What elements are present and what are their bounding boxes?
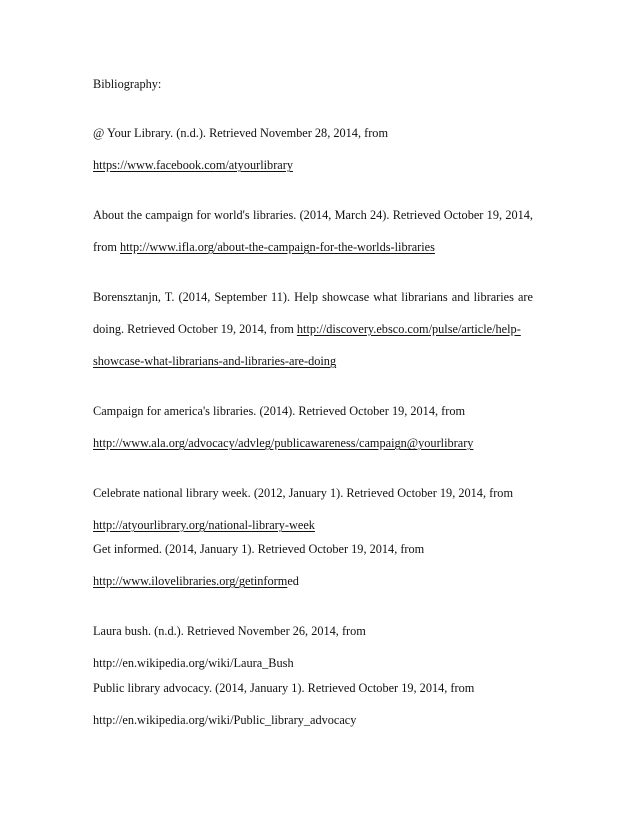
entry-at-your-library-line-1: @ Your Library. (n.d.). Retrieved November 28, 2014, from xyxy=(93,126,389,140)
entry-laura-bush-line-1: Laura bush. (n.d.). Retrieved November 26, 2014, from xyxy=(93,624,366,638)
reference-link[interactable]: http://www.ala.org/advocacy/advleg/publicawareness/campaign@yourlibrary xyxy=(93,436,474,450)
entry-get-informed-line-2 xyxy=(93,574,299,589)
reference-link[interactable]: http://atyourlibrary.org/national-library-week xyxy=(93,518,315,532)
entry-campaign-world-libraries-line-1: About the campaign for world's libraries. (2014, March 24). Retrieved October 19, 2014, xyxy=(93,208,533,222)
bibliography-heading: Bibliography: xyxy=(93,77,162,91)
entry-public-library-advocacy-line-1: Public library advocacy. (2014, January 1). Retrieved October 19, 2014, from xyxy=(93,681,475,695)
reference-text: from xyxy=(93,240,120,254)
entry-celebrate-library-week-line-1: Celebrate national library week. (2012, January 1). Retrieved October 19, 2014, from xyxy=(93,486,514,500)
reference-text: ed xyxy=(287,574,299,588)
reference-link[interactable]: http://www.ifla.org/about-the-campaign-for-the-worlds-libraries xyxy=(119,240,435,254)
entry-laura-bush-line-2: http://en.wikipedia.org/wiki/Laura_Bush xyxy=(93,656,294,670)
reference-link[interactable]: showcase-what-librarians-and-libraries-are-doing xyxy=(93,354,337,368)
entry-borensztanjn-line-2 xyxy=(93,322,521,337)
entry-public-library-advocacy-line-2: http://en.wikipedia.org/wiki/Public_library_advocacy xyxy=(93,713,357,727)
reference-link[interactable]: https://www.facebook.com/atyourlibrary xyxy=(93,158,293,172)
entry-get-informed-line-1: Get informed. (2014, January 1). Retrieved October 19, 2014, from xyxy=(93,542,425,556)
reference-text: doing. Retrieved October 19, 2014, from xyxy=(93,322,297,336)
entry-campaign-world-libraries-line-2 xyxy=(93,240,435,255)
entry-campaign-america-libraries-line-1: Campaign for america's libraries. (2014). Retrieved October 19, 2014, from xyxy=(93,404,466,418)
entry-campaign-america-libraries-line-2 xyxy=(93,436,473,451)
entry-at-your-library-line-2 xyxy=(93,158,293,173)
reference-link[interactable]: http://www.ilovelibraries.org/getinform xyxy=(93,574,288,588)
entry-borensztanjn-line-1: Borensztanjn, T. (2014, September 11). Help showcase what librarians and libraries are xyxy=(93,290,533,304)
entry-borensztanjn-line-3 xyxy=(93,354,336,369)
reference-link[interactable]: http://discovery.ebsco.com/pulse/article/help- xyxy=(296,322,521,336)
entry-celebrate-library-week-line-2 xyxy=(93,518,315,533)
